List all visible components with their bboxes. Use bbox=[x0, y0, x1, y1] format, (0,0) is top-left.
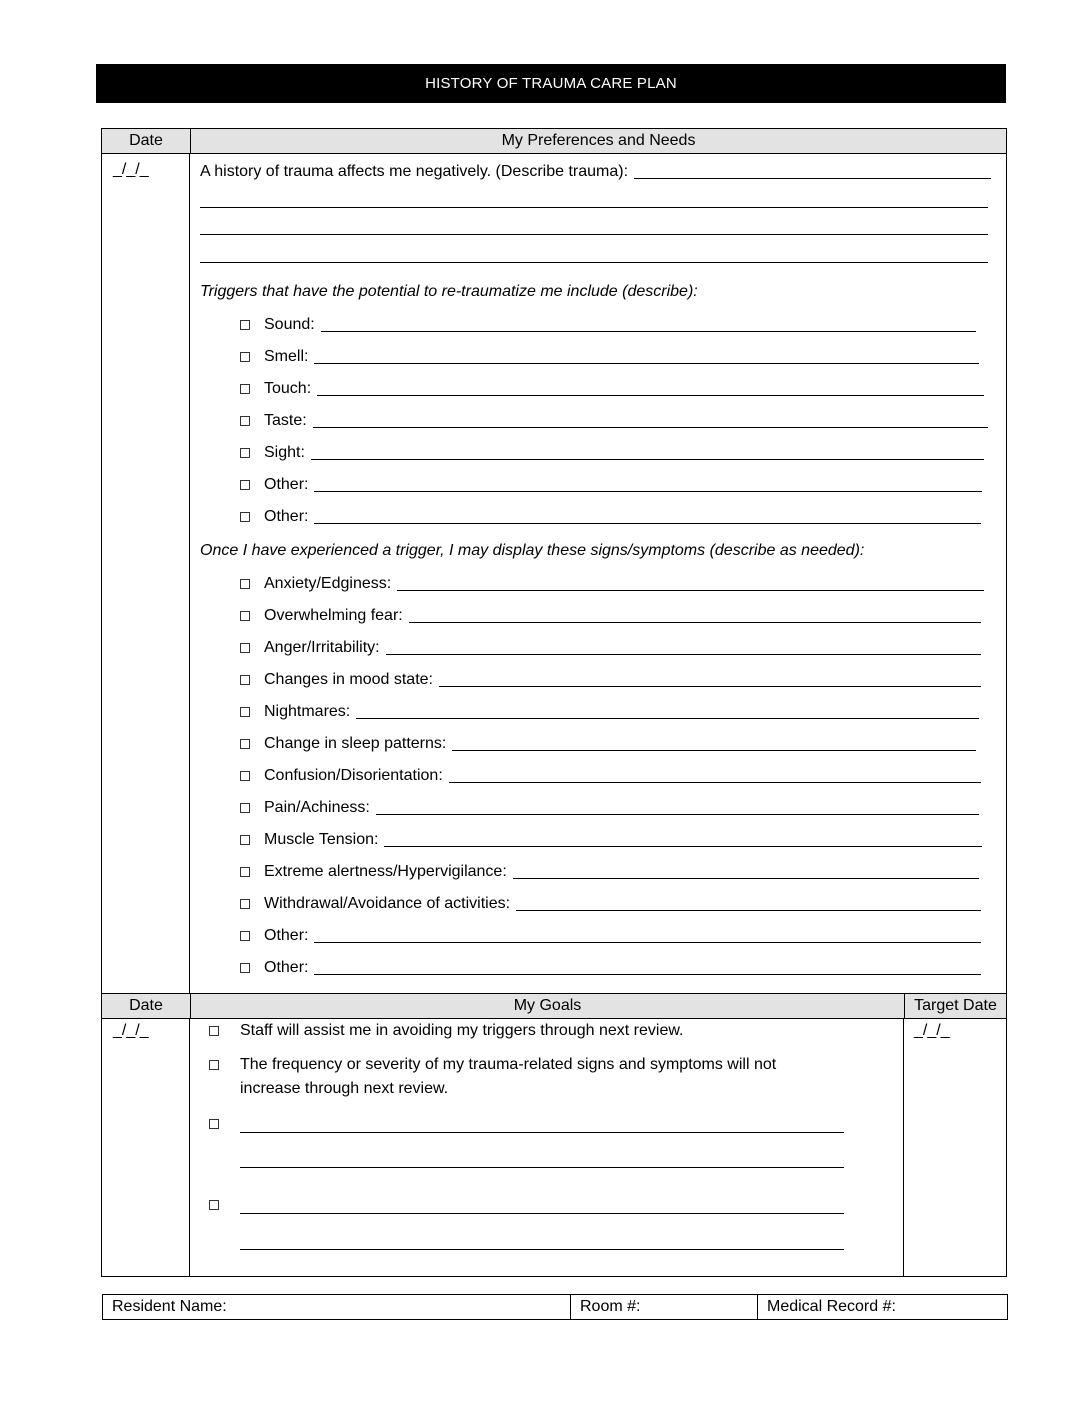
room-number-field[interactable]: Room #: bbox=[571, 1295, 758, 1319]
triggers-heading: Triggers that have the potential to re-traumatize me include (describe): bbox=[200, 283, 698, 300]
medical-record-field[interactable]: Medical Record #: bbox=[767, 1298, 896, 1315]
trigger-field[interactable] bbox=[317, 395, 984, 396]
symptom-label: Other: bbox=[264, 959, 309, 976]
symptom-checkbox[interactable] bbox=[240, 963, 250, 973]
trigger-field[interactable] bbox=[314, 523, 981, 524]
symptom-label: Confusion/Disorientation: bbox=[264, 767, 443, 784]
symptom-row[interactable] bbox=[240, 572, 984, 594]
symptom-field[interactable] bbox=[449, 782, 981, 783]
symptom-label: Anxiety/Edginess: bbox=[264, 575, 392, 592]
preferences-header: My Preferences and Needs bbox=[190, 128, 1007, 154]
symptom-label: Muscle Tension: bbox=[264, 831, 379, 848]
trauma-description-line[interactable] bbox=[200, 207, 988, 208]
symptom-label: Extreme alertness/Hypervigilance: bbox=[264, 863, 507, 880]
symptom-field[interactable] bbox=[376, 814, 979, 815]
symptom-row[interactable] bbox=[240, 892, 981, 914]
symptom-row[interactable] bbox=[240, 860, 979, 882]
trigger-label: Sound: bbox=[264, 316, 315, 333]
custom-goal-line[interactable] bbox=[240, 1213, 844, 1214]
goal-checkbox[interactable] bbox=[209, 1026, 219, 1036]
goal-text: Staff will assist me in avoiding my triggers through next review. bbox=[240, 1022, 684, 1039]
preferences-date-header: Date bbox=[101, 128, 191, 154]
target-date-value[interactable]: _/_/_ bbox=[914, 1022, 950, 1039]
preferences-date-value[interactable]: _/_/_ bbox=[113, 161, 149, 178]
resident-info-bar bbox=[102, 1294, 1008, 1320]
symptom-checkbox[interactable] bbox=[240, 579, 250, 589]
symptom-row[interactable] bbox=[240, 668, 981, 690]
symptom-checkbox[interactable] bbox=[240, 611, 250, 621]
symptom-checkbox[interactable] bbox=[240, 675, 250, 685]
trigger-label: Other: bbox=[264, 476, 309, 493]
symptom-field[interactable] bbox=[314, 942, 981, 943]
goal-checkbox[interactable] bbox=[209, 1119, 219, 1129]
trigger-label: Touch: bbox=[264, 380, 312, 397]
preferences-divider bbox=[189, 153, 190, 993]
symptom-field[interactable] bbox=[397, 590, 984, 591]
goals-divider bbox=[189, 1018, 190, 1276]
symptom-checkbox[interactable] bbox=[240, 803, 250, 813]
symptom-field[interactable] bbox=[452, 750, 976, 751]
symptom-field[interactable] bbox=[516, 910, 981, 911]
symptom-field[interactable] bbox=[386, 654, 981, 655]
trigger-field[interactable] bbox=[313, 427, 988, 428]
symptom-checkbox[interactable] bbox=[240, 771, 250, 781]
symptom-row[interactable] bbox=[240, 636, 981, 658]
trauma-description-label: A history of trauma affects me negatively. (Describe trauma): bbox=[200, 163, 629, 180]
symptom-label: Changes in mood state: bbox=[264, 671, 433, 688]
trauma-description-line[interactable] bbox=[200, 234, 988, 235]
symptom-row[interactable] bbox=[240, 700, 979, 722]
resident-name-field[interactable]: Resident Name: bbox=[103, 1295, 571, 1319]
symptom-field[interactable] bbox=[314, 974, 981, 975]
trigger-taste-row[interactable] bbox=[240, 409, 988, 431]
custom-goal-line[interactable] bbox=[240, 1167, 844, 1168]
trigger-other-row[interactable] bbox=[240, 473, 982, 495]
symptom-label: Withdrawal/Avoidance of activities: bbox=[264, 895, 511, 912]
trigger-label: Smell: bbox=[264, 348, 309, 365]
trigger-smell-row[interactable] bbox=[240, 345, 979, 367]
symptom-checkbox[interactable] bbox=[240, 931, 250, 941]
goals-date-header: Date bbox=[101, 993, 191, 1019]
trigger-checkbox[interactable] bbox=[240, 352, 250, 362]
symptom-checkbox[interactable] bbox=[240, 867, 250, 877]
symptom-row[interactable] bbox=[240, 604, 981, 626]
symptom-checkbox[interactable] bbox=[240, 899, 250, 909]
trigger-sound-row[interactable] bbox=[240, 313, 976, 335]
trauma-description-row bbox=[200, 160, 991, 182]
trigger-checkbox[interactable] bbox=[240, 384, 250, 394]
symptom-checkbox[interactable] bbox=[240, 739, 250, 749]
symptom-field[interactable] bbox=[384, 846, 982, 847]
goals-divider bbox=[903, 1018, 904, 1276]
trigger-checkbox[interactable] bbox=[240, 416, 250, 426]
page-title: HISTORY OF TRAUMA CARE PLAN bbox=[96, 64, 1006, 103]
symptoms-heading: Once I have experienced a trigger, I may display these signs/symptoms (describe as needed): bbox=[200, 542, 865, 559]
symptom-field[interactable] bbox=[513, 878, 979, 879]
trigger-checkbox[interactable] bbox=[240, 448, 250, 458]
trigger-field[interactable] bbox=[314, 363, 979, 364]
trigger-field[interactable] bbox=[314, 491, 982, 492]
trigger-label: Taste: bbox=[264, 412, 307, 429]
symptom-checkbox[interactable] bbox=[240, 643, 250, 653]
goal-checkbox[interactable] bbox=[209, 1200, 219, 1210]
custom-goal-line[interactable] bbox=[240, 1249, 844, 1250]
symptom-row[interactable] bbox=[240, 924, 981, 946]
goals-date-value[interactable]: _/_/_ bbox=[113, 1022, 149, 1039]
symptom-row[interactable] bbox=[240, 956, 981, 978]
symptom-checkbox[interactable] bbox=[240, 835, 250, 845]
symptom-label: Change in sleep patterns: bbox=[264, 735, 447, 752]
symptom-label: Nightmares: bbox=[264, 703, 351, 720]
target-date-header: Target Date bbox=[904, 993, 1007, 1019]
trauma-description-line[interactable] bbox=[200, 262, 988, 263]
symptom-row[interactable] bbox=[240, 828, 982, 850]
symptom-label: Other: bbox=[264, 927, 309, 944]
goal-text: increase through next review. bbox=[240, 1080, 449, 1097]
trigger-checkbox[interactable] bbox=[240, 480, 250, 490]
trigger-label: Sight: bbox=[264, 444, 305, 461]
trigger-touch-row[interactable] bbox=[240, 377, 984, 399]
trigger-checkbox[interactable] bbox=[240, 512, 250, 522]
symptom-label: Pain/Achiness: bbox=[264, 799, 370, 816]
symptom-field[interactable] bbox=[439, 686, 981, 687]
goal-text: The frequency or severity of my trauma-related signs and symptoms will not bbox=[240, 1056, 777, 1073]
symptom-row[interactable] bbox=[240, 764, 981, 786]
symptom-field[interactable] bbox=[409, 622, 981, 623]
trigger-label: Other: bbox=[264, 508, 309, 525]
trigger-other-row[interactable] bbox=[240, 505, 981, 527]
symptom-row[interactable] bbox=[240, 796, 979, 818]
symptom-label: Anger/Irritability: bbox=[264, 639, 380, 656]
trigger-field[interactable] bbox=[321, 331, 976, 332]
trauma-description-field[interactable] bbox=[634, 178, 991, 179]
symptom-row[interactable] bbox=[240, 732, 976, 754]
custom-goal-line[interactable] bbox=[240, 1132, 844, 1133]
symptom-field[interactable] bbox=[356, 718, 979, 719]
goals-header: My Goals bbox=[190, 993, 905, 1019]
trigger-field[interactable] bbox=[311, 459, 984, 460]
symptom-checkbox[interactable] bbox=[240, 707, 250, 717]
trigger-sight-row[interactable] bbox=[240, 441, 984, 463]
goal-checkbox[interactable] bbox=[209, 1060, 219, 1070]
symptom-label: Overwhelming fear: bbox=[264, 607, 403, 624]
trigger-checkbox[interactable] bbox=[240, 320, 250, 330]
